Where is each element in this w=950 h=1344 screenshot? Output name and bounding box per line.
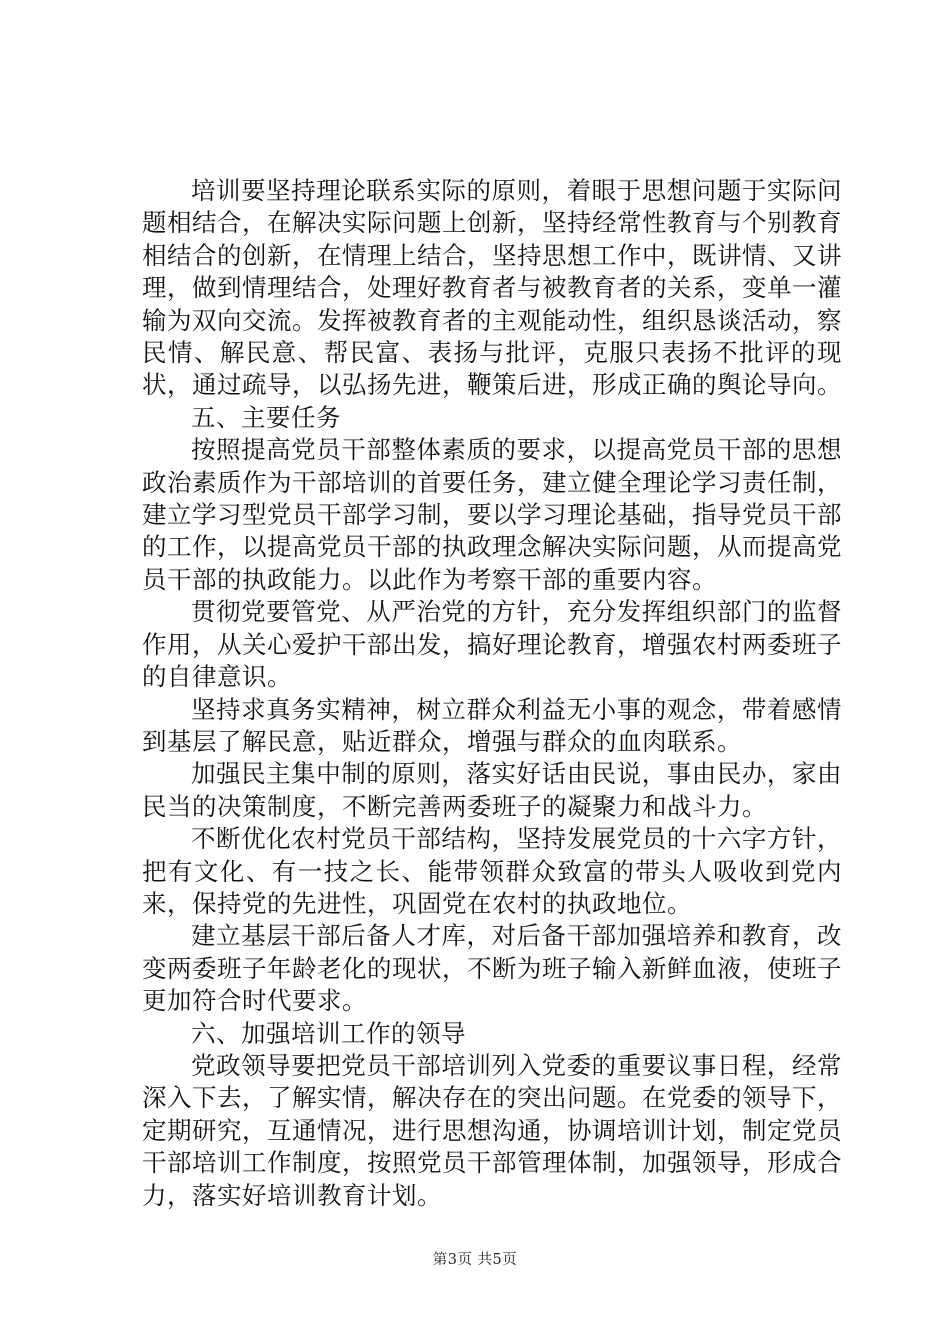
paragraph-training-principles: 培训要坚持理论联系实际的原则，着眼于思想问题于实际问题相结合，在解决实际问题上创新，坚持经常性教育与个别教育相结合的创新，在情理上结合，坚持思想工作中，既讲情、又讲理，做到情理结合，处理好教育者与被教育者的关系，变单一灌输为双向交流。发挥被教育者的主观能动性，组织恳谈活动，察民情、解民意、帮民富、表扬与批评，克服只表扬不批评的现状，通过疏导，以弘扬先进，鞭策后进，形成正确的舆论导向。 xyxy=(142,176,842,400)
paragraph-pragmatic-spirit: 坚持求真务实精神，树立群众利益无小事的观念，带着感情到基层了解民意，贴近群众，增强与群众的血肉联系。 xyxy=(142,694,842,756)
page-number-footer: 第3页 共5页 xyxy=(432,1252,518,1268)
paragraph-party-discipline: 贯彻党要管党、从严治党的方针，充分发挥组织部门的监督作用，从关心爱护干部出发，搞好理论教育，增强农村两委班子的自律意识。 xyxy=(142,597,842,692)
paragraph-reserve-talent: 建立基层干部后备人才库，对后备干部加强培养和教育，改变两委班子年龄老化的现状，不断为班子输入新鲜血液，使班子更加符合时代要求。 xyxy=(142,921,842,1016)
paragraph-democratic-centralism: 加强民主集中制的原则，落实好话由民说，事由民办，家由民当的决策制度，不断完善两委班子的凝聚力和战斗力。 xyxy=(142,759,842,821)
paragraph-leadership: 党政领导要把党员干部培训列入党委的重要议事日程，经常深入下去，了解实情，解决存在的突出问题。在党委的领导下，定期研究，互通情况，进行思想沟通，协调培训计划，制定党员干部培训工作制度，按照党员干部管理体制，加强领导，形成合力，落实好培训教育计划。 xyxy=(142,1050,842,1210)
section-heading-leadership: 六、加强培训工作的领导 xyxy=(191,1018,466,1048)
section-heading-main-tasks: 五、主要任务 xyxy=(191,402,341,432)
paragraph-improve-quality: 按照提高党员干部整体素质的要求，以提高党员干部的思想政治素质作为干部培训的首要任务，建立健全理论学习责任制，建立学习型党员干部学习制，要以学习理论基础，指导党员干部的工作，以提高党员干部的执政理念解决实际问题，从而提高党员干部的执政能力。以此作为考察干部的重要内容。 xyxy=(142,435,842,594)
document-body xyxy=(142,175,842,1212)
paragraph-optimize-structure: 不断优化农村党员干部结构，坚持发展党员的十六字方针，把有文化、有一技之长、能带领群众致富的带头人吸收到党内来，保持党的先进性，巩固党在农村的执政地位。 xyxy=(142,824,842,918)
